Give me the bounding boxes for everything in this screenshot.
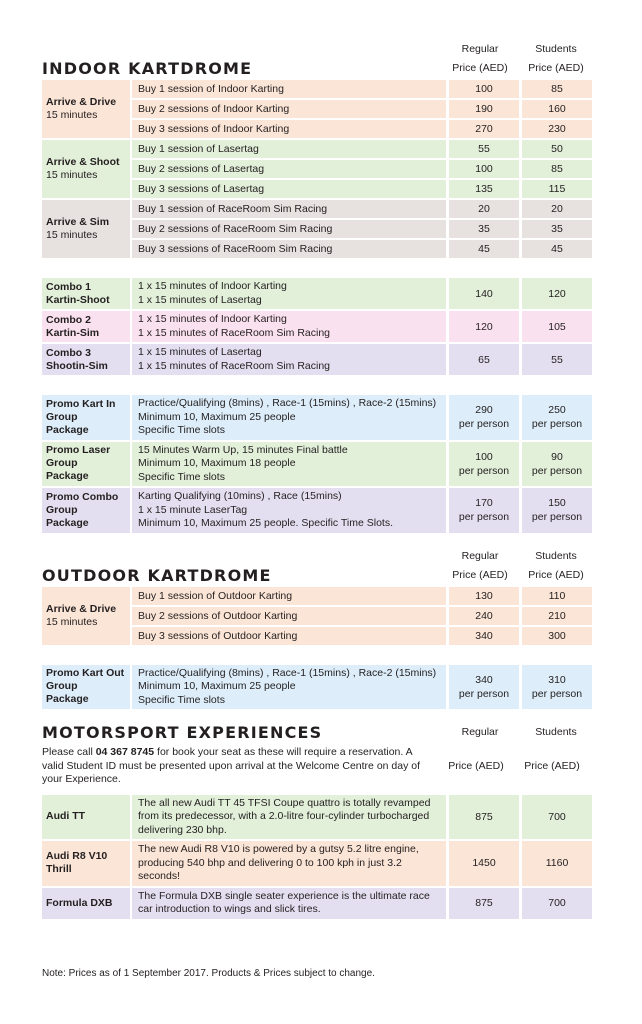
package-row xyxy=(42,488,592,533)
package-name xyxy=(42,795,130,840)
package-name xyxy=(42,395,130,440)
student-price-value: 700 xyxy=(548,810,566,823)
package-line: 1 x 15 minutes of RaceRoom Sim Racing xyxy=(138,359,330,372)
package-details xyxy=(132,442,592,487)
student-price xyxy=(522,665,592,710)
group-name xyxy=(42,587,130,645)
regular-price: 100 xyxy=(449,160,519,178)
regular-price-value: 170 xyxy=(475,497,493,510)
package-line: Minimum 10, Maximum 25 people xyxy=(138,410,296,423)
package-details xyxy=(132,344,592,375)
package-name xyxy=(42,665,130,710)
package-name-line: Promo Combo xyxy=(46,490,119,503)
price-unit: per person xyxy=(531,418,583,431)
student-price xyxy=(522,888,592,919)
package-row xyxy=(42,888,592,919)
students-header: Students Price (AED) xyxy=(528,43,584,74)
package-name-line: Group xyxy=(46,680,78,693)
price-unit: per person xyxy=(531,687,583,700)
regular-header: Regular xyxy=(461,726,499,738)
indoor-sessions xyxy=(42,80,592,258)
package-line: 1 x 15 minutes of Indoor Karting xyxy=(138,280,287,292)
package-name xyxy=(42,311,130,342)
regular-header: Regular Price (AED) xyxy=(452,43,508,74)
regular-price: 270 xyxy=(449,120,519,138)
regular-price-value: 875 xyxy=(475,897,493,909)
package-details xyxy=(132,795,592,840)
package-line: Minimum 10, Maximum 25 people xyxy=(138,680,296,692)
package-line: 1 x 15 minutes of RaceRoom Sim Racing xyxy=(138,326,330,339)
row-description: Buy 2 sessions of Indoor Karting xyxy=(132,100,446,118)
regular-price xyxy=(449,442,519,487)
package-line: Minimum 10, Maximum 18 people xyxy=(138,457,296,469)
package-row xyxy=(42,311,592,342)
student-price: 230 xyxy=(522,120,592,138)
package-name-line: Package xyxy=(46,470,89,483)
package-row xyxy=(42,665,592,710)
package-line: 1 x 15 minute LaserTag xyxy=(138,503,248,516)
package-name-line: Package xyxy=(46,693,89,706)
package-description xyxy=(132,488,446,533)
group-rows xyxy=(130,587,592,645)
motorsport-items xyxy=(42,795,592,919)
price-row xyxy=(132,607,592,625)
package-name-line: Package xyxy=(46,516,89,529)
price-unit: per person xyxy=(458,511,510,524)
group-duration: 15 minutes xyxy=(46,615,98,628)
package-name xyxy=(42,888,130,919)
package-details xyxy=(132,395,592,440)
regular-price xyxy=(449,278,519,309)
price-row xyxy=(132,180,592,198)
package-name-line: Group xyxy=(46,410,78,423)
package-line: 1 x 15 minutes of Lasertag xyxy=(138,293,262,306)
student-price-value: 700 xyxy=(548,897,566,909)
regular-price-value: 1450 xyxy=(472,857,496,870)
package-details xyxy=(132,665,592,710)
student-price-value: 120 xyxy=(548,287,566,300)
package-name-line: Package xyxy=(46,423,89,436)
price-unit: per person xyxy=(458,687,510,700)
student-price: 20 xyxy=(522,200,592,218)
package-line: Specific Time slots xyxy=(138,470,225,483)
package-line: Practice/Qualifying (8mins) , Race-1 (15mins) , Race-2 (15mins) xyxy=(138,397,437,409)
student-price: 300 xyxy=(522,627,592,645)
package-name-line: Kartin-Shoot xyxy=(46,293,110,306)
phone-number: 04 367 8745 xyxy=(95,746,155,758)
package-description: The new Audi R8 V10 is powered by a gutsy 5.2 litre engine, producing 540 bhp and delivering 0 to 100 kph in just 3.2 seconds! xyxy=(132,841,446,886)
section-title: INDOOR KARTDROME xyxy=(42,59,253,78)
section-title: MOTORSPORT EXPERIENCES xyxy=(42,723,323,742)
indoor-header xyxy=(42,40,592,78)
price-unit: per person xyxy=(531,511,583,524)
package-name xyxy=(42,841,130,886)
regular-price: 135 xyxy=(449,180,519,198)
package-name-line: Thrill xyxy=(46,863,72,876)
package-row xyxy=(42,442,592,487)
group-rows xyxy=(130,200,592,258)
package-details xyxy=(132,311,592,342)
student-price-value: 310 xyxy=(548,673,566,686)
regular-price: 100 xyxy=(449,80,519,98)
student-price: 85 xyxy=(522,80,592,98)
regular-price-value: 290 xyxy=(475,404,493,417)
reservation-note: Please call 04 367 8745 for book your seat as these will require a reservation. A valid Student ID must be presented upon arrival at the Welcome Centre on day of your Experience. xyxy=(42,746,421,785)
student-price: 110 xyxy=(522,587,592,605)
package-name-line: Group xyxy=(46,457,78,470)
student-price-value: 1160 xyxy=(545,857,569,870)
indoor-promos xyxy=(42,395,592,533)
outdoor-header xyxy=(42,547,592,585)
package-name-line: Combo 3 xyxy=(46,346,91,359)
package-row xyxy=(42,395,592,440)
package-description xyxy=(132,442,446,487)
package-description xyxy=(132,344,446,375)
row-description: Buy 2 sessions of Lasertag xyxy=(132,160,446,178)
package-name-line: Kartin-Sim xyxy=(46,326,100,339)
price-row xyxy=(132,200,592,218)
package-name xyxy=(42,278,130,309)
row-description: Buy 3 sessions of RaceRoom Sim Racing xyxy=(132,240,446,258)
package-name-line: Formula DXB xyxy=(46,896,113,909)
group-title: Arrive & Drive xyxy=(46,96,117,108)
session-group xyxy=(42,140,592,198)
student-price-value: 105 xyxy=(548,320,566,333)
student-price xyxy=(522,344,592,375)
package-details xyxy=(132,488,592,533)
student-price: 210 xyxy=(522,607,592,625)
package-name xyxy=(42,442,130,487)
footer-note: Note: Prices as of 1 September 2017. Products & Prices subject to change. xyxy=(42,968,375,979)
price-row xyxy=(132,140,592,158)
indoor-combos xyxy=(42,278,592,375)
package-line: 1 x 15 minutes of Indoor Karting xyxy=(138,313,287,325)
student-price: 160 xyxy=(522,100,592,118)
student-price: 85 xyxy=(522,160,592,178)
package-details xyxy=(132,278,592,309)
package-description xyxy=(132,278,446,309)
group-rows xyxy=(130,140,592,198)
package-name xyxy=(42,344,130,375)
session-group xyxy=(42,200,592,258)
package-name-line: Promo Laser xyxy=(46,444,111,457)
price-unit: per person xyxy=(531,464,583,477)
package-line: Karting Qualifying (10mins) , Race (15mins) xyxy=(138,490,342,502)
student-price xyxy=(522,841,592,886)
price-row xyxy=(132,220,592,238)
students-header: Students Price (AED) xyxy=(528,549,584,581)
group-name xyxy=(42,200,130,258)
regular-price xyxy=(449,795,519,840)
row-description: Buy 1 session of RaceRoom Sim Racing xyxy=(132,200,446,218)
regular-price xyxy=(449,488,519,533)
package-name xyxy=(42,488,130,533)
regular-price-value: 65 xyxy=(478,353,490,366)
package-name-line: Shootin-Sim xyxy=(46,359,108,372)
package-line: Specific Time slots xyxy=(138,693,225,706)
package-name-line: Promo Kart In xyxy=(46,397,116,410)
package-row xyxy=(42,344,592,375)
price-row xyxy=(132,627,592,645)
package-row xyxy=(42,278,592,309)
group-rows xyxy=(130,80,592,138)
price-row xyxy=(132,160,592,178)
package-description: The Formula DXB single seater experience is the ultimate race car introduction to wings and slick tires. xyxy=(132,888,446,919)
package-description xyxy=(132,395,446,440)
group-title: Arrive & Drive xyxy=(46,602,117,615)
regular-price: 340 xyxy=(449,627,519,645)
package-name-line: Audi TT xyxy=(46,810,86,823)
group-title: Arrive & Sim xyxy=(46,216,110,228)
row-description: Buy 1 session of Indoor Karting xyxy=(132,80,446,98)
student-price xyxy=(522,488,592,533)
student-price-value: 150 xyxy=(548,497,566,510)
group-name xyxy=(42,80,130,138)
regular-price: 45 xyxy=(449,240,519,258)
outdoor-promo xyxy=(42,665,592,710)
group-duration: 15 minutes xyxy=(46,229,98,241)
regular-price-value: 875 xyxy=(475,810,493,823)
package-description: The all new Audi TT 45 TFSI Coupe quattro is totally revamped from its predecessor, with a 2.0-litre four-cylinder turbocharged delivering 230 bhp. xyxy=(132,795,446,840)
student-price: 35 xyxy=(522,220,592,238)
regular-price: 130 xyxy=(449,587,519,605)
row-description: Buy 3 sessions of Lasertag xyxy=(132,180,446,198)
package-details xyxy=(132,841,592,886)
price-unit: per person xyxy=(458,418,510,431)
student-price-value: 55 xyxy=(551,353,563,366)
regular-header: Regular Price (AED) xyxy=(452,549,508,581)
price-unit: per person xyxy=(458,464,510,477)
student-price xyxy=(522,795,592,840)
package-line: Practice/Qualifying (8mins) , Race-1 (15mins) , Race-2 (15mins) xyxy=(138,666,437,679)
row-description: Buy 1 session of Outdoor Karting xyxy=(132,587,446,605)
regular-price-label: Price (AED) xyxy=(448,760,504,772)
outdoor-sessions xyxy=(42,587,592,645)
regular-price-value: 140 xyxy=(475,287,493,300)
package-row xyxy=(42,841,592,886)
motorsport-header xyxy=(42,723,592,742)
student-price-value: 250 xyxy=(548,404,566,417)
package-name-line: Combo 1 xyxy=(46,280,91,293)
group-duration: 15 minutes xyxy=(46,109,98,121)
regular-price-value: 120 xyxy=(475,320,493,333)
regular-price xyxy=(449,665,519,710)
regular-price xyxy=(449,841,519,886)
price-row xyxy=(132,100,592,118)
package-name-line: Audi R8 V10 xyxy=(46,850,108,863)
regular-price: 35 xyxy=(449,220,519,238)
row-description: Buy 1 session of Lasertag xyxy=(132,140,446,158)
student-price xyxy=(522,278,592,309)
price-list xyxy=(42,0,592,919)
row-description: Buy 3 sessions of Indoor Karting xyxy=(132,120,446,138)
price-row xyxy=(132,240,592,258)
package-row xyxy=(42,795,592,840)
regular-price: 240 xyxy=(449,607,519,625)
group-name xyxy=(42,140,130,198)
group-duration: 15 minutes xyxy=(46,169,98,181)
package-line: 1 x 15 minutes of Lasertag xyxy=(138,346,262,358)
package-description xyxy=(132,311,446,342)
student-price xyxy=(522,395,592,440)
regular-price: 20 xyxy=(449,200,519,218)
regular-price xyxy=(449,344,519,375)
package-line: Specific Time slots xyxy=(138,424,225,436)
package-name-line: Promo Kart Out xyxy=(46,667,125,680)
regular-price-value: 100 xyxy=(475,450,493,463)
student-price xyxy=(522,311,592,342)
package-details xyxy=(132,888,592,919)
package-name-line: Combo 2 xyxy=(46,313,91,326)
row-description: Buy 2 sessions of Outdoor Karting xyxy=(132,607,446,625)
regular-price: 55 xyxy=(449,140,519,158)
package-name-line: Group xyxy=(46,503,78,516)
student-price: 50 xyxy=(522,140,592,158)
package-line: 15 Minutes Warm Up, 15 minutes Final battle xyxy=(138,443,348,456)
student-price xyxy=(522,442,592,487)
package-line: Minimum 10, Maximum 25 people. Specific Time Slots. xyxy=(138,517,394,529)
price-row xyxy=(132,587,592,605)
student-price-value: 90 xyxy=(551,450,563,463)
session-group xyxy=(42,587,592,645)
regular-price xyxy=(449,395,519,440)
price-row xyxy=(132,120,592,138)
row-description: Buy 2 sessions of RaceRoom Sim Racing xyxy=(132,220,446,238)
group-title: Arrive & Shoot xyxy=(46,156,120,168)
package-description xyxy=(132,665,446,710)
students-header: Students xyxy=(535,726,577,738)
students-price-label: Price (AED) xyxy=(524,760,580,772)
regular-price-value: 340 xyxy=(475,673,493,686)
regular-price xyxy=(449,311,519,342)
student-price: 45 xyxy=(522,240,592,258)
price-row xyxy=(132,80,592,98)
regular-price xyxy=(449,888,519,919)
regular-price: 190 xyxy=(449,100,519,118)
section-title: OUTDOOR KARTDROME xyxy=(42,565,272,585)
row-description: Buy 3 sessions of Outdoor Karting xyxy=(132,627,446,645)
session-group xyxy=(42,80,592,138)
student-price: 115 xyxy=(522,180,592,198)
